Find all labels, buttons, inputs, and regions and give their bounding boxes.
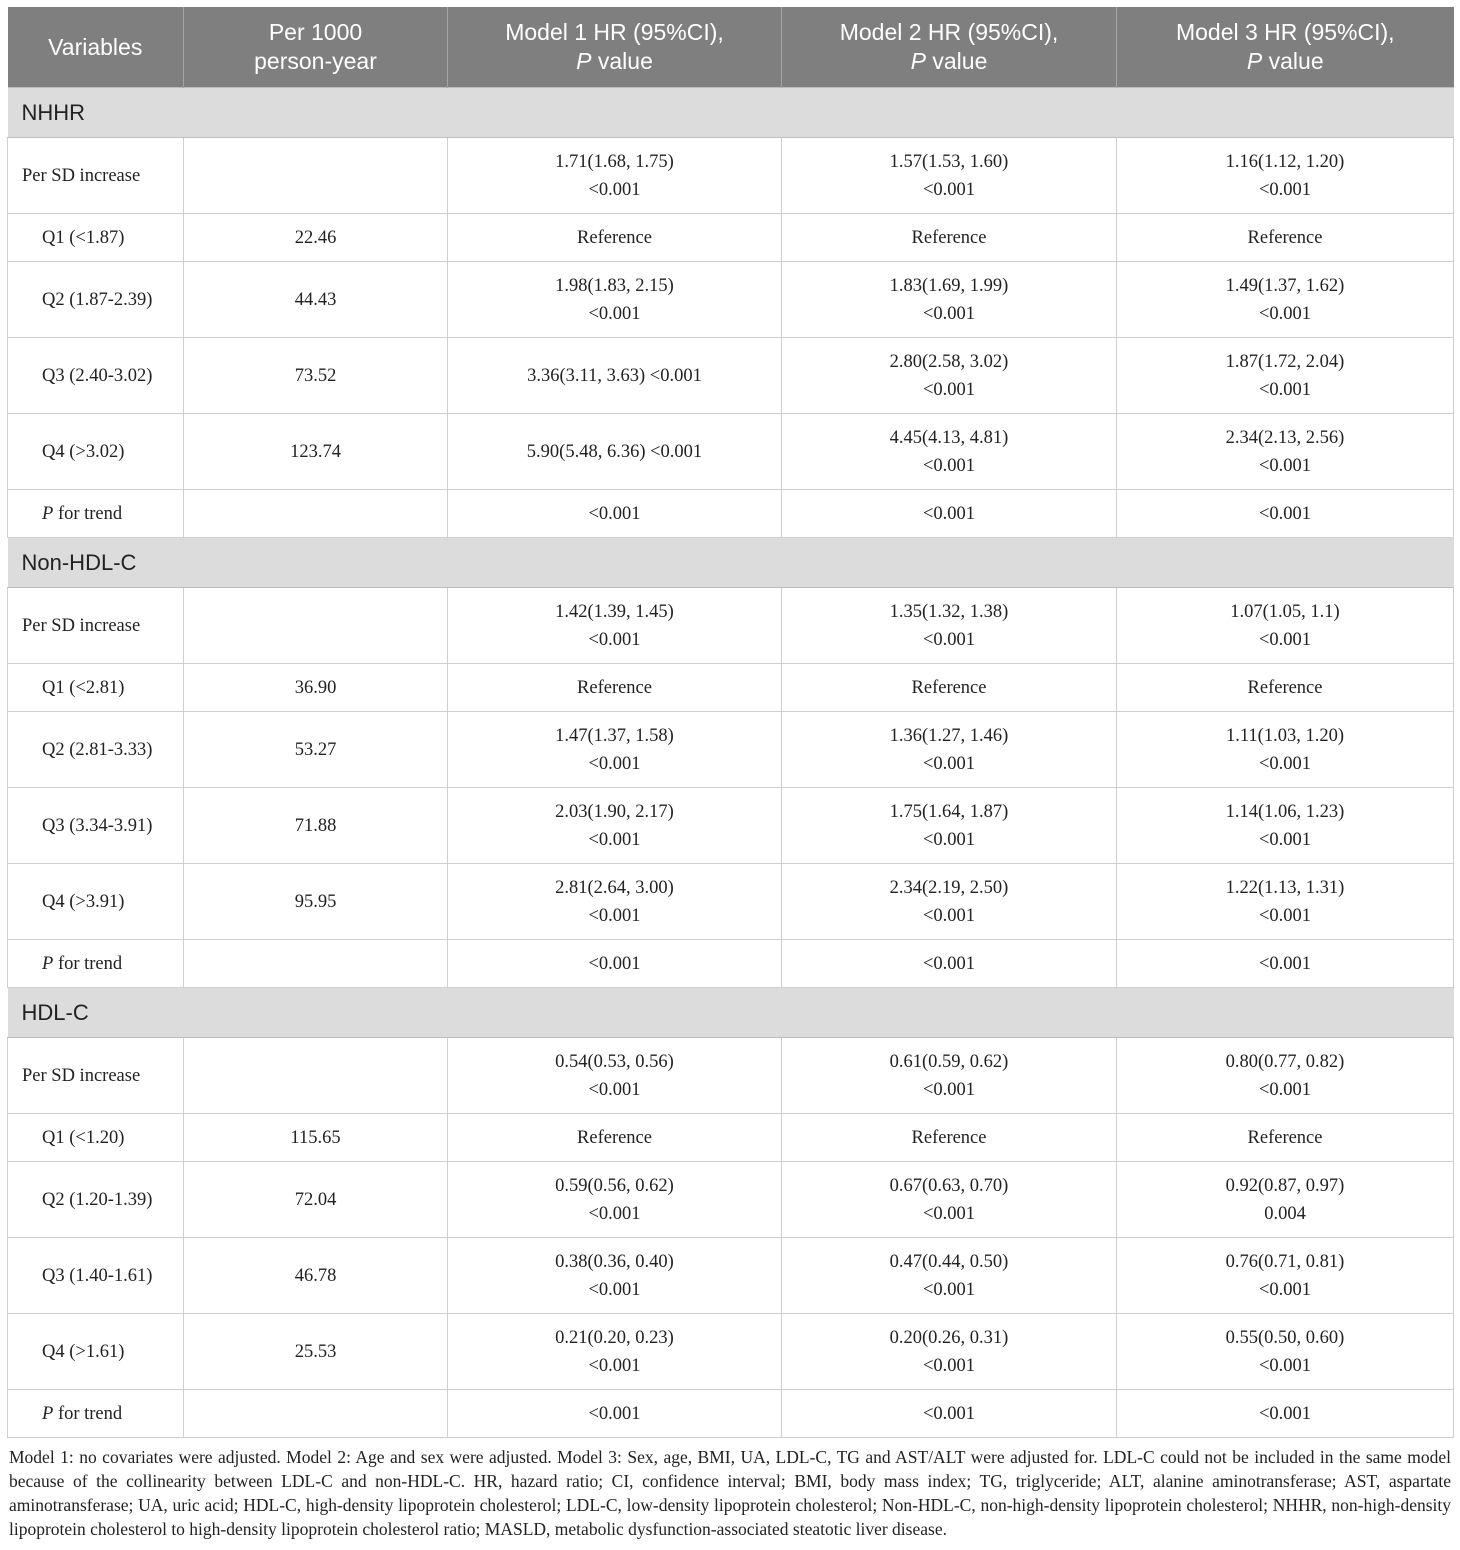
section-row — [8, 988, 1454, 1038]
row-label-text: Q1 (<1.87) — [42, 227, 125, 248]
model-2-cell — [782, 864, 1117, 940]
row-label — [8, 1162, 184, 1238]
results-table-container — [7, 7, 1453, 1541]
model-1-cell — [448, 338, 782, 414]
hr-value: 0.55(0.50, 0.60) — [1225, 1327, 1345, 1348]
p-value: 0.004 — [1264, 1203, 1306, 1224]
model-3-cell — [1117, 712, 1454, 788]
row-label — [8, 1314, 184, 1390]
p-value: <0.001 — [588, 629, 641, 650]
model-1-cell — [448, 138, 782, 214]
table-row — [8, 138, 1454, 214]
p-value: <0.001 — [922, 905, 976, 926]
row-label — [8, 262, 184, 338]
row-label — [8, 864, 184, 940]
hr-value: 4.45(4.13, 4.81) — [889, 427, 1009, 448]
hr-value: 5.90(5.48, 6.36) <0.001 — [526, 441, 703, 462]
table-row — [8, 214, 1454, 262]
header-model-1-line1: Model 1 HR (95%CI), — [505, 19, 724, 45]
hr-value: 0.47(0.44, 0.50) — [889, 1251, 1009, 1272]
model-1-cell — [448, 864, 782, 940]
hr-value: 0.59(0.56, 0.62) — [555, 1175, 674, 1196]
p-value: <0.001 — [1258, 629, 1312, 650]
model-1-cell — [448, 788, 782, 864]
rate-per-1000: 71.88 — [184, 788, 448, 864]
hr-value: 0.54(0.53, 0.56) — [555, 1051, 674, 1072]
hr-value: 1.22(1.13, 1.31) — [1225, 877, 1345, 898]
rate-per-1000 — [184, 940, 448, 988]
hr-value: 1.11(1.03, 1.20) — [1225, 725, 1344, 746]
table-row — [8, 1038, 1454, 1114]
rate-per-1000: 36.90 — [184, 664, 448, 712]
model-3-cell — [1117, 490, 1454, 538]
p-value: <0.001 — [588, 303, 641, 324]
hr-value: 2.81(2.64, 3.00) — [555, 877, 674, 898]
table-row — [8, 338, 1454, 414]
table-footnote: Model 1: no covariates were adjusted. Model 2: Age and sex were adjusted. Model 3: Sex, age, BMI, UA, LDL-C, TG and AST/ALT were adjusted for. LDL-C could not be included in the same model because of the collinearity between LDL-C and non-HDL-C. HR, hazard ratio; CI, confidence interval; BMI, body mass index; TG, triglyceride; ALT, alanine aminotransferase; AST, aspartate aminotransferase; UA, uric acid; HDL-C, high-density lipoprotein cholesterol; LDL-C, low-density lipoprotein cholesterol; Non-HDL-C, non-high-density lipoprotein cholesterol; NHHR, non-high-density lipoprotein cholesterol to high-density lipoprotein cholesterol ratio; MASLD, metabolic dysfunction-associated steatotic liver disease. — [9, 1447, 1451, 1539]
model-1-cell — [448, 588, 782, 664]
model-2-cell — [782, 138, 1117, 214]
hr-value: <0.001 — [588, 1403, 641, 1424]
hr-value: <0.001 — [1258, 953, 1312, 974]
model-1-cell — [448, 1390, 782, 1438]
section-row — [8, 538, 1454, 588]
p-value: <0.001 — [1258, 1279, 1312, 1300]
model-2-cell — [782, 338, 1117, 414]
rate-per-1000: 22.46 — [184, 214, 448, 262]
p-value: <0.001 — [922, 179, 976, 200]
hr-value: Reference — [1247, 1127, 1323, 1148]
header-per-1000-line1: Per 1000 — [268, 19, 363, 45]
model-2-cell — [782, 940, 1117, 988]
row-label — [8, 1390, 184, 1438]
row-label — [8, 138, 184, 214]
p-value: <0.001 — [922, 829, 976, 850]
row-label-text: Per SD increase — [22, 1065, 141, 1086]
p-value: <0.001 — [922, 379, 976, 400]
row-label-text: Q2 (1.87-2.39) — [42, 289, 153, 310]
rate-per-1000 — [184, 1038, 448, 1114]
rate-per-1000 — [184, 490, 448, 538]
model-2-cell — [782, 712, 1117, 788]
hr-value: 0.92(0.87, 0.97) — [1225, 1175, 1345, 1196]
model-1-cell — [448, 940, 782, 988]
model-1-cell — [448, 1038, 782, 1114]
p-value: <0.001 — [588, 829, 641, 850]
hr-value: 2.80(2.58, 3.02) — [889, 351, 1009, 372]
p-value: <0.001 — [588, 1203, 641, 1224]
model-2-cell — [782, 588, 1117, 664]
hr-value: <0.001 — [922, 1403, 976, 1424]
p-value: <0.001 — [588, 1279, 641, 1300]
rate-per-1000: 123.74 — [184, 414, 448, 490]
hr-value: 0.80(0.77, 0.82) — [1225, 1051, 1345, 1072]
row-label-text: Q3 (1.40-1.61) — [42, 1265, 153, 1286]
p-value: <0.001 — [922, 1079, 976, 1100]
hr-value: 2.34(2.13, 2.56) — [1225, 427, 1345, 448]
model-1-cell — [448, 490, 782, 538]
section-title: HDL-C — [8, 988, 1454, 1038]
table-row — [8, 664, 1454, 712]
row-label-text: Q4 (>3.02) — [42, 441, 125, 462]
row-label-p: P — [42, 953, 54, 974]
model-1-cell — [448, 414, 782, 490]
p-value: <0.001 — [1258, 829, 1312, 850]
model-3-cell — [1117, 1238, 1454, 1314]
row-label — [8, 1038, 184, 1114]
hr-value: 1.57(1.53, 1.60) — [889, 151, 1009, 172]
p-value: <0.001 — [1258, 905, 1312, 926]
hazard-ratio-table — [7, 7, 1454, 1438]
row-label — [8, 788, 184, 864]
model-3-cell — [1117, 338, 1454, 414]
hr-value: Reference — [577, 227, 652, 248]
p-value: <0.001 — [1258, 379, 1312, 400]
p-value: <0.001 — [1258, 1079, 1312, 1100]
table-row — [8, 1114, 1454, 1162]
table-row — [8, 490, 1454, 538]
model-1-cell — [448, 1114, 782, 1162]
model-3-cell — [1117, 664, 1454, 712]
header-model-1-p: P — [576, 48, 592, 74]
row-label-text: Q3 (2.40-3.02) — [42, 365, 153, 386]
model-3-cell — [1117, 940, 1454, 988]
rate-per-1000: 115.65 — [184, 1114, 448, 1162]
row-label — [8, 940, 184, 988]
table-header — [8, 7, 1454, 88]
hr-value: Reference — [577, 677, 652, 698]
row-label-text: Per SD increase — [22, 165, 141, 186]
table-row — [8, 1162, 1454, 1238]
model-3-cell — [1117, 214, 1454, 262]
section-title: NHHR — [8, 88, 1454, 138]
p-value: <0.001 — [1258, 179, 1312, 200]
hr-value: Reference — [911, 227, 987, 248]
rate-per-1000 — [184, 138, 448, 214]
row-label — [8, 414, 184, 490]
model-2-cell — [782, 1114, 1117, 1162]
model-3-cell — [1117, 138, 1454, 214]
hr-value: Reference — [1247, 227, 1323, 248]
hr-value: <0.001 — [1258, 1403, 1312, 1424]
p-value: <0.001 — [588, 1355, 641, 1376]
model-3-cell — [1117, 1114, 1454, 1162]
row-label-text: Q2 (2.81-3.33) — [42, 739, 153, 760]
header-per-1000 — [184, 7, 448, 88]
hr-value: Reference — [911, 677, 987, 698]
table-row — [8, 1314, 1454, 1390]
hr-value: 2.34(2.19, 2.50) — [889, 877, 1009, 898]
hr-value: Reference — [911, 1127, 987, 1148]
model-3-cell — [1117, 788, 1454, 864]
p-value: <0.001 — [922, 1279, 976, 1300]
rate-per-1000: 95.95 — [184, 864, 448, 940]
model-2-cell — [782, 1390, 1117, 1438]
header-model-3-value: value — [1262, 48, 1324, 74]
hr-value: 1.47(1.37, 1.58) — [555, 725, 674, 746]
p-value: <0.001 — [588, 905, 641, 926]
model-3-cell — [1117, 1162, 1454, 1238]
model-2-cell — [782, 1162, 1117, 1238]
model-3-cell — [1117, 864, 1454, 940]
table-row — [8, 588, 1454, 664]
model-1-cell — [448, 262, 782, 338]
model-1-cell — [448, 1238, 782, 1314]
header-model-3-p: P — [1246, 48, 1263, 74]
row-label — [8, 1238, 184, 1314]
row-label-text: Q3 (3.34-3.91) — [42, 815, 153, 836]
rate-per-1000: 72.04 — [184, 1162, 448, 1238]
hr-value: 1.35(1.32, 1.38) — [889, 601, 1009, 622]
hr-value: 1.87(1.72, 2.04) — [1225, 351, 1345, 372]
header-model-2 — [782, 7, 1117, 88]
hr-value: 0.76(0.71, 0.81) — [1225, 1251, 1345, 1272]
hr-value: 1.75(1.64, 1.87) — [889, 801, 1009, 822]
row-label — [8, 338, 184, 414]
header-per-1000-line2: person-year — [254, 48, 377, 74]
header-model-1 — [448, 7, 782, 88]
hr-value: 0.38(0.36, 0.40) — [555, 1251, 674, 1272]
hr-value: 1.14(1.06, 1.23) — [1225, 801, 1345, 822]
hr-value: 1.49(1.37, 1.62) — [1225, 275, 1345, 296]
hr-value: 0.61(0.59, 0.62) — [889, 1051, 1009, 1072]
table-row — [8, 788, 1454, 864]
row-label — [8, 214, 184, 262]
p-value: <0.001 — [588, 753, 641, 774]
rate-per-1000: 53.27 — [184, 712, 448, 788]
model-1-cell — [448, 664, 782, 712]
model-2-cell — [782, 1238, 1117, 1314]
section-row — [8, 88, 1454, 138]
p-value: <0.001 — [922, 1355, 976, 1376]
header-model-2-value: value — [925, 48, 988, 74]
model-2-cell — [782, 262, 1117, 338]
row-label — [8, 664, 184, 712]
row-label — [8, 588, 184, 664]
hr-value: 0.20(0.26, 0.31) — [889, 1327, 1009, 1348]
p-value: <0.001 — [922, 753, 976, 774]
table-row — [8, 712, 1454, 788]
hr-value: <0.001 — [1258, 503, 1312, 524]
model-3-cell — [1117, 1390, 1454, 1438]
hr-value: 1.83(1.69, 1.99) — [889, 275, 1009, 296]
model-2-cell — [782, 1314, 1117, 1390]
hr-value: 1.71(1.68, 1.75) — [555, 151, 674, 172]
row-label — [8, 712, 184, 788]
rate-per-1000: 73.52 — [184, 338, 448, 414]
p-value: <0.001 — [588, 1079, 641, 1100]
hr-value: <0.001 — [922, 953, 976, 974]
model-2-cell — [782, 788, 1117, 864]
table-row — [8, 1390, 1454, 1438]
row-label-p: P — [42, 503, 54, 524]
table-row — [8, 1238, 1454, 1314]
hr-value: 1.98(1.83, 2.15) — [555, 275, 674, 296]
p-value: <0.001 — [1258, 455, 1312, 476]
rate-per-1000: 25.53 — [184, 1314, 448, 1390]
row-label-text: Q2 (1.20-1.39) — [42, 1189, 153, 1210]
table-row — [8, 262, 1454, 338]
hr-value: Reference — [577, 1127, 652, 1148]
model-2-cell — [782, 490, 1117, 538]
row-label-text: Q4 (>1.61) — [42, 1341, 125, 1362]
row-label-text: Q1 (<2.81) — [42, 677, 125, 698]
model-2-cell — [782, 1038, 1117, 1114]
model-3-cell — [1117, 588, 1454, 664]
hr-value: 1.42(1.39, 1.45) — [555, 601, 674, 622]
hr-value: 0.21(0.20, 0.23) — [555, 1327, 674, 1348]
model-1-cell — [448, 712, 782, 788]
model-2-cell — [782, 214, 1117, 262]
model-2-cell — [782, 664, 1117, 712]
header-model-2-line1: Model 2 HR (95%CI), — [839, 19, 1059, 45]
header-model-3-line1: Model 3 HR (95%CI), — [1175, 19, 1395, 45]
model-2-cell — [782, 414, 1117, 490]
hr-value: 1.16(1.12, 1.20) — [1225, 151, 1345, 172]
rate-per-1000 — [184, 588, 448, 664]
table-body — [8, 88, 1454, 1438]
row-label-text: Per SD increase — [22, 615, 141, 636]
section-title: Non-HDL-C — [8, 538, 1454, 588]
model-3-cell — [1117, 262, 1454, 338]
header-variables: Variables — [8, 7, 184, 88]
row-label-p: P — [42, 1403, 54, 1424]
table-row — [8, 414, 1454, 490]
row-label — [8, 490, 184, 538]
hr-value: <0.001 — [588, 503, 641, 524]
p-value: <0.001 — [1258, 1355, 1312, 1376]
p-value: <0.001 — [922, 1203, 976, 1224]
model-3-cell — [1117, 1314, 1454, 1390]
p-value: <0.001 — [1258, 753, 1312, 774]
header-model-2-p: P — [910, 48, 926, 74]
model-3-cell — [1117, 1038, 1454, 1114]
row-label-text: Q4 (>3.91) — [42, 891, 125, 912]
table-row — [8, 940, 1454, 988]
hr-value: <0.001 — [588, 953, 641, 974]
header-model-3 — [1117, 7, 1454, 88]
row-label-text: for trend — [53, 1403, 123, 1424]
model-1-cell — [448, 214, 782, 262]
row-label — [8, 1114, 184, 1162]
model-3-cell — [1117, 414, 1454, 490]
rate-per-1000: 44.43 — [184, 262, 448, 338]
model-1-cell — [448, 1162, 782, 1238]
hr-value: 1.36(1.27, 1.46) — [889, 725, 1009, 746]
table-row — [8, 864, 1454, 940]
hr-value: 3.36(3.11, 3.63) <0.001 — [527, 365, 702, 386]
p-value: <0.001 — [922, 455, 976, 476]
hr-value: 1.07(1.05, 1.1) — [1230, 601, 1340, 622]
hr-value: 2.03(1.90, 2.17) — [555, 801, 674, 822]
header-model-1-value: value — [591, 48, 653, 74]
hr-value: <0.001 — [922, 503, 976, 524]
hr-value: Reference — [1247, 677, 1323, 698]
hr-value: 0.67(0.63, 0.70) — [889, 1175, 1009, 1196]
row-label-text: for trend — [53, 953, 123, 974]
rate-per-1000 — [184, 1390, 448, 1438]
p-value: <0.001 — [588, 179, 641, 200]
rate-per-1000: 46.78 — [184, 1238, 448, 1314]
p-value: <0.001 — [922, 303, 976, 324]
model-1-cell — [448, 1314, 782, 1390]
row-label-text: for trend — [53, 503, 123, 524]
p-value: <0.001 — [1258, 303, 1312, 324]
row-label-text: Q1 (<1.20) — [42, 1127, 125, 1148]
p-value: <0.001 — [922, 629, 976, 650]
